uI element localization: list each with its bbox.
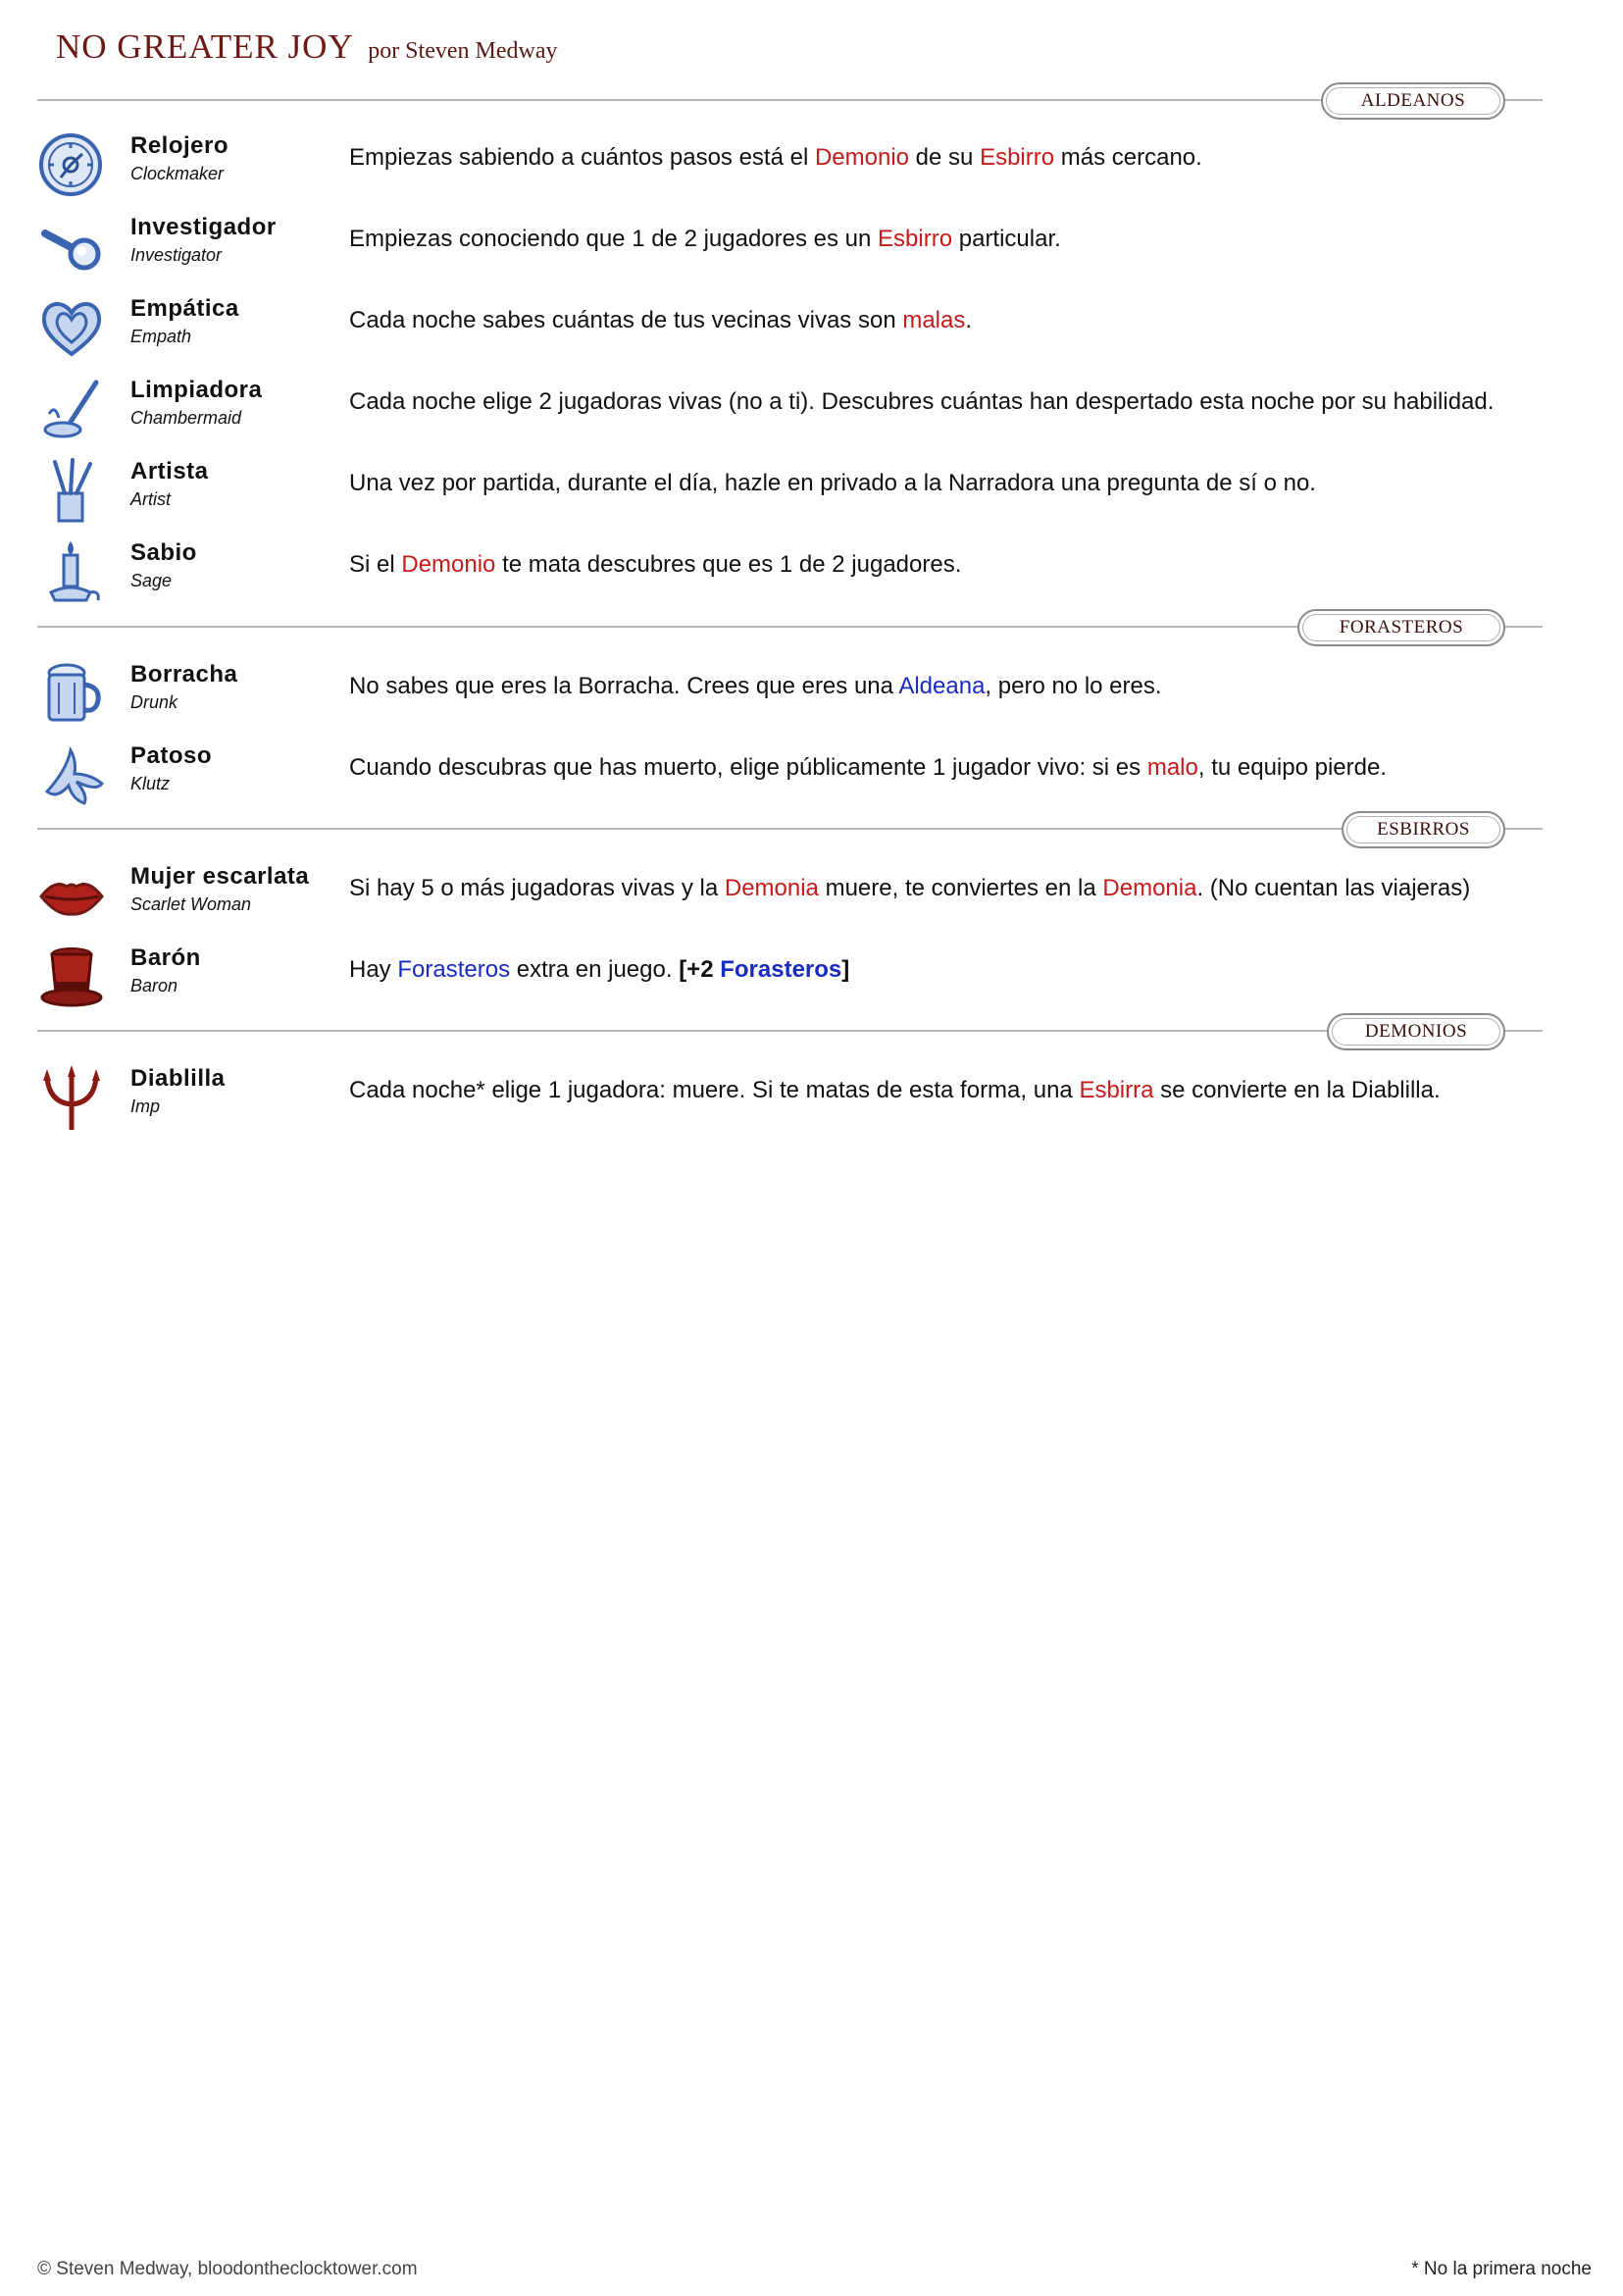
character-ability: Una vez por partida, durante el día, hazle en privado a la Narradora una pregunta de sí o no. bbox=[349, 470, 1316, 496]
section-badge-demons: DEMONIOS bbox=[1327, 1013, 1505, 1050]
character-row-chambermaid bbox=[37, 371, 1567, 447]
candle-icon bbox=[37, 537, 106, 606]
character-ability: Cada noche elige 2 jugadoras vivas (no a ti). Descubres cuántas han despertado esta noche por su habilidad. bbox=[349, 388, 1495, 415]
character-english-name: Empath bbox=[130, 327, 192, 346]
character-name: Artista bbox=[130, 458, 209, 485]
character-ability: Empiezas conociendo que 1 de 2 jugadores es un Esbirro particular. bbox=[349, 226, 1061, 252]
character-name: Relojero bbox=[130, 132, 229, 159]
character-english-name: Artist bbox=[130, 489, 172, 509]
character-english-name: Investigator bbox=[130, 245, 223, 265]
character-ability: Si el Demonio te mata descubres que es 1 de 2 jugadores. bbox=[349, 551, 962, 578]
section-divider bbox=[37, 99, 1543, 101]
character-ability: Hay Forasteros extra en juego. [+2 Forasteros] bbox=[349, 956, 850, 983]
character-row-empath bbox=[37, 289, 1567, 366]
footer-note: * No la primera noche bbox=[1411, 2259, 1592, 2279]
feather-duster-icon bbox=[37, 375, 106, 443]
character-name: Mujer escarlata bbox=[130, 863, 310, 890]
lips-icon bbox=[37, 861, 106, 930]
character-name: Patoso bbox=[130, 742, 213, 769]
character-ability: No sabes que eres la Borracha. Crees que eres una Aldeana, pero no lo eres. bbox=[349, 673, 1162, 699]
character-name: Limpiadora bbox=[130, 377, 263, 403]
character-row-artist bbox=[37, 452, 1567, 529]
character-ability: Cada noche sabes cuántas de tus vecinas vivas son malas. bbox=[349, 307, 973, 333]
script-author: por Steven Medway bbox=[368, 38, 558, 64]
character-ability: Cuando descubras que has muerto, elige públicamente 1 jugador vivo: si es malo, tu equipo pierde. bbox=[349, 754, 1387, 781]
script-header bbox=[56, 27, 557, 71]
character-name: Empática bbox=[130, 295, 239, 322]
section-badge-outsiders: FORASTEROS bbox=[1297, 609, 1505, 646]
character-ability: Cada noche* elige 1 jugadora: muere. Si te matas de esta forma, una Esbirra se convierte en la Diablilla. bbox=[349, 1077, 1441, 1103]
character-row-imp bbox=[37, 1059, 1567, 1136]
character-row-clockmaker bbox=[37, 127, 1567, 203]
heart-icon bbox=[37, 293, 106, 362]
character-name: Barón bbox=[130, 944, 201, 971]
character-english-name: Baron bbox=[130, 976, 178, 995]
character-row-drunk bbox=[37, 655, 1567, 732]
banana-peel-icon bbox=[37, 740, 106, 809]
character-name: Sabio bbox=[130, 539, 197, 566]
footer-copyright: © Steven Medway, bloodontheclocktower.com bbox=[37, 2259, 418, 2279]
section-badge-minions: ESBIRROS bbox=[1342, 811, 1505, 848]
top-hat-icon bbox=[37, 943, 106, 1011]
character-row-baron bbox=[37, 939, 1567, 1015]
character-row-investigator bbox=[37, 208, 1567, 284]
character-ability: Si hay 5 o más jugadoras vivas y la Demonia muere, te conviertes en la Demonia. (No cuentan las viajeras) bbox=[349, 875, 1471, 901]
character-english-name: Imp bbox=[130, 1097, 161, 1116]
character-row-sage bbox=[37, 534, 1567, 610]
magnifier-icon bbox=[37, 212, 106, 281]
script-title: NO GREATER JOY bbox=[56, 27, 354, 66]
character-name: Borracha bbox=[130, 661, 238, 688]
beer-mug-icon bbox=[37, 659, 106, 728]
character-ability: Empiezas sabiendo a cuántos pasos está el Demonio de su Esbirro más cercano. bbox=[349, 144, 1202, 171]
character-english-name: Klutz bbox=[130, 774, 171, 793]
character-english-name: Clockmaker bbox=[130, 164, 225, 183]
character-name: Diablilla bbox=[130, 1065, 226, 1092]
character-english-name: Chambermaid bbox=[130, 408, 242, 428]
section-badge-townsfolk: ALDEANOS bbox=[1321, 82, 1505, 120]
section-divider bbox=[37, 1030, 1543, 1032]
character-english-name: Drunk bbox=[130, 692, 178, 712]
trident-icon bbox=[37, 1063, 106, 1132]
character-english-name: Sage bbox=[130, 571, 173, 590]
clockmaker-icon bbox=[37, 130, 106, 199]
character-row-scarlet-woman bbox=[37, 857, 1567, 934]
character-name: Investigador bbox=[130, 214, 277, 240]
character-row-klutz bbox=[37, 737, 1567, 813]
section-divider bbox=[37, 828, 1543, 830]
character-english-name: Scarlet Woman bbox=[130, 894, 252, 914]
paintbrushes-icon bbox=[37, 456, 106, 525]
